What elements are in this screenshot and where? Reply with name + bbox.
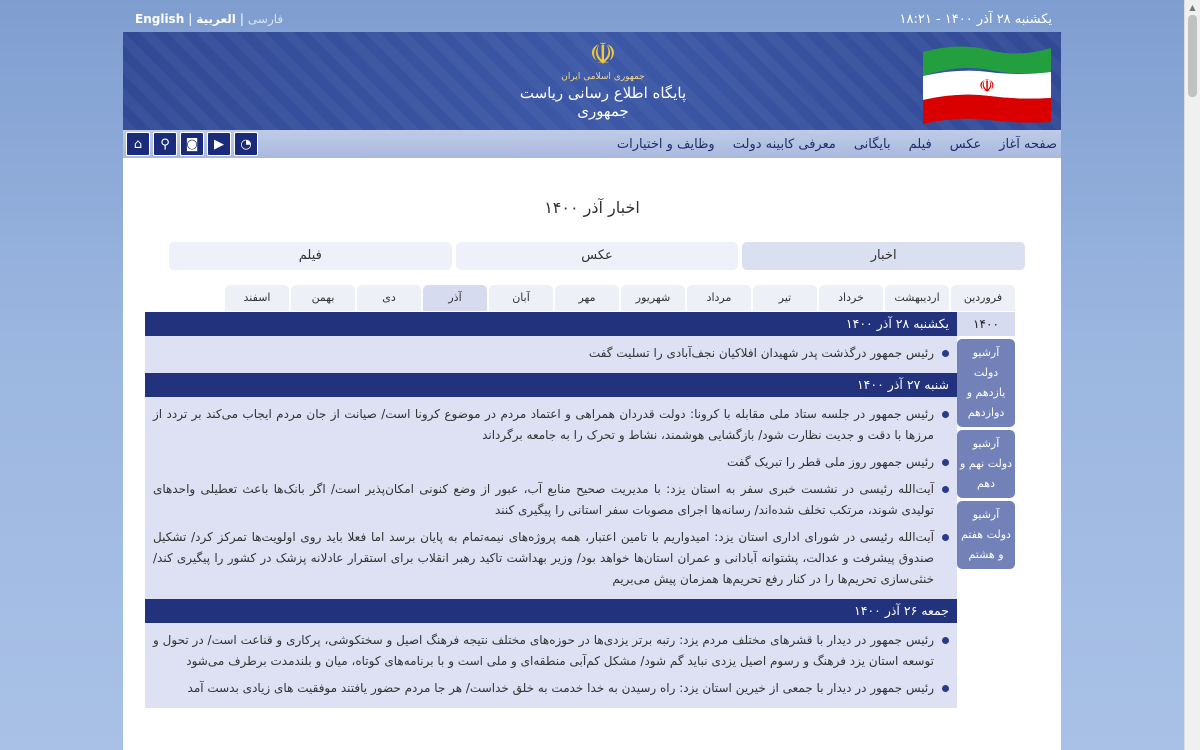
day-body [145, 397, 957, 599]
site-header [123, 32, 1061, 130]
month-tab[interactable]: تیر [753, 285, 817, 311]
scroll-up-icon[interactable]: ▲ [1189, 3, 1196, 12]
news-item[interactable] [153, 476, 949, 524]
site-logo[interactable] [503, 37, 703, 120]
category-tabs [169, 242, 1025, 270]
month-tab[interactable]: مرداد [687, 285, 751, 311]
tab-photo[interactable]: عکس [456, 242, 739, 270]
nav-archive[interactable]: بایگانی [853, 136, 891, 152]
logo-title: پایگاه اطلاع رسانی ریاست جمهوری [519, 84, 687, 120]
archive-link[interactable]: آرشیو دولت هفتم و هشتم [957, 501, 1015, 569]
day-body [145, 336, 957, 373]
video-icon[interactable]: ▶ [207, 132, 231, 156]
month-tabs [225, 285, 1015, 311]
main-content [123, 158, 1061, 750]
page-title: اخبار آذر ۱۴۰۰ [544, 198, 640, 217]
day-body [145, 623, 957, 708]
lang-english-link[interactable]: English [135, 12, 185, 26]
year-sidebar [957, 312, 1015, 569]
month-tab[interactable]: مهر [555, 285, 619, 311]
nav-icon-group [126, 132, 258, 156]
tab-news[interactable]: اخبار [742, 242, 1025, 270]
news-item[interactable] [153, 340, 949, 367]
archive-link[interactable]: آرشیو دولت نهم و دهم [957, 430, 1015, 498]
bullet-icon [942, 350, 949, 357]
bullet-icon [942, 411, 949, 418]
page-container [123, 32, 1061, 750]
tab-film[interactable]: فیلم [169, 242, 452, 270]
news-item[interactable] [153, 449, 949, 476]
bullet-icon [942, 534, 949, 541]
news-item-text[interactable]: آیت‌الله رئیسی در نشست خبری سفر به استان یزد: با مدیریت صحیح منابع آب، عبور از وضع کنونی امکان‌پذیر است/ اگر بانک‌ها باعث تعطیلی واحدهای تولیدی شوند، مرتکب تخلف شده‌اند/ رسانه‌ها اجرای مصوبات سفر استانی را پیگیری کنند [153, 482, 934, 517]
month-tab[interactable]: فروردین [951, 285, 1015, 311]
scroll-thumb[interactable] [1188, 15, 1197, 97]
nav-duties[interactable]: وظایف و اختیارات [616, 136, 715, 152]
current-datetime: یکشنبه ۲۸ آذر ۱۴۰۰ - ۱۸:۲۱ [899, 12, 1052, 27]
news-item-text[interactable]: آیت‌الله رئیسی در شورای اداری استان یزد: امیدواریم با تامین اعتبار، همه پروژه‌های نیمه‌تمام به پایان برسد اما فعلا باید روی اولویت‌ها تمرکز کرد/ تشکیل صندوق پیشرفت و عدالت، پشتوانه آبادانی و عمران استان‌ها خواهد بود/ وزیر بهداشت تاکید رهبر انقلاب برای استقرار عادلانه پزشک در کشور را پیگیری کند/ خنثی‌سازی تحریم‌ها را در کنار رفع تحریم‌ها همزمان پیش می‌بریم [153, 530, 934, 586]
lang-separator: | [188, 12, 193, 26]
iran-flag-icon [919, 40, 1055, 126]
month-tab[interactable]: شهریور [621, 285, 685, 311]
svg-text:☫: ☫ [978, 76, 996, 97]
bullet-icon [942, 459, 949, 466]
bullet-icon [942, 637, 949, 644]
emblem-icon: ☫ [589, 37, 617, 72]
news-item-text[interactable]: رئیس جمهور در دیدار با قشرهای مختلف مردم یزد: رتبه برتر یزدی‌ها در حوزه‌های مختلف نتیجه فرهنگ اصیل و سختکوشی، پرکاری و قناعت است/ در تحول و توسعه استان یزد فرهنگ و رسوم اصیل یزدی نباید گم شود/ مشکل کم‌آبی منطقه‌ای و ملی است و با برنامه‌های کوتاه، میان و بلندمدت برطرف می‌شود [153, 633, 934, 668]
news-item-text[interactable]: رئیس جمهور درگذشت پدر شهیدان افلاکیان نجف‌آبادی را تسلیت گفت [588, 346, 934, 360]
news-item[interactable] [153, 401, 949, 449]
nav-photo[interactable]: عکس [949, 136, 982, 152]
page-scrollbar[interactable] [1184, 0, 1200, 750]
news-item-text[interactable]: رئیس جمهور در جلسه ستاد ملی مقابله با کرونا: دولت قدردان همراهی و اعتماد مردم در موضوع کرونا است/ صیانت از جان مردم ایجاب می‌کند بر تردد از مرزها با دقت و جدیت نظارت شود/ بازگشایی هوشمند، نشاط و تحرک را به جامعه برگرداند [153, 407, 934, 442]
top-strip [125, 10, 1060, 32]
nav-menu [617, 130, 1057, 158]
main-nav [123, 130, 1061, 158]
month-tab[interactable]: خرداد [819, 285, 883, 311]
news-item-text[interactable]: رئیس جمهور در دیدار با جمعی از خیرین استان یزد: راه رسیدن به خدا خدمت به خلق خداست/ هر جا مردم حضور یافتند موفقیت های زیادی بدست آمد [187, 681, 934, 695]
lang-farsi-link[interactable]: فارسی [247, 12, 284, 26]
month-tab[interactable]: بهمن [291, 285, 355, 311]
month-tab[interactable]: آبان [489, 285, 553, 311]
day-header: جمعه ۲۶ آذر ۱۴۰۰ [145, 599, 957, 623]
camera-icon[interactable]: ◙ [180, 132, 204, 156]
nav-home[interactable]: صفحه آغاز [999, 136, 1057, 152]
news-item[interactable] [153, 524, 949, 593]
home-icon[interactable]: ⌂ [126, 132, 150, 156]
news-item[interactable] [153, 627, 949, 675]
month-tab[interactable]: اسفند [225, 285, 289, 311]
month-tab-active[interactable]: آذر [423, 285, 487, 311]
language-switcher [135, 12, 283, 26]
year-selector[interactable]: ۱۴۰۰ [957, 312, 1015, 336]
bullet-icon [942, 486, 949, 493]
rss-icon[interactable]: ◔ [234, 132, 258, 156]
day-header: شنبه ۲۷ آذر ۱۴۰۰ [145, 373, 957, 397]
month-tab[interactable]: دی [357, 285, 421, 311]
news-list [145, 312, 957, 750]
day-header: یکشنبه ۲۸ آذر ۱۴۰۰ [145, 312, 957, 336]
logo-subtitle: جمهوری اسلامی ایران [561, 72, 645, 82]
lang-separator: | [239, 12, 244, 26]
month-tab[interactable]: اردیبهشت [885, 285, 949, 311]
nav-cabinet[interactable]: معرفی کابینه دولت [732, 136, 836, 152]
archive-link[interactable]: آرشیو دولت یازدهم و دوازدهم [957, 339, 1015, 427]
news-item[interactable] [153, 675, 949, 702]
lang-arabic-link[interactable]: العربية [196, 12, 236, 26]
news-item-text[interactable]: رئیس جمهور روز ملی قطر را تبریک گفت [727, 455, 934, 469]
nav-film[interactable]: فیلم [908, 136, 932, 152]
bullet-icon [942, 685, 949, 692]
search-icon[interactable]: ⚲ [153, 132, 177, 156]
